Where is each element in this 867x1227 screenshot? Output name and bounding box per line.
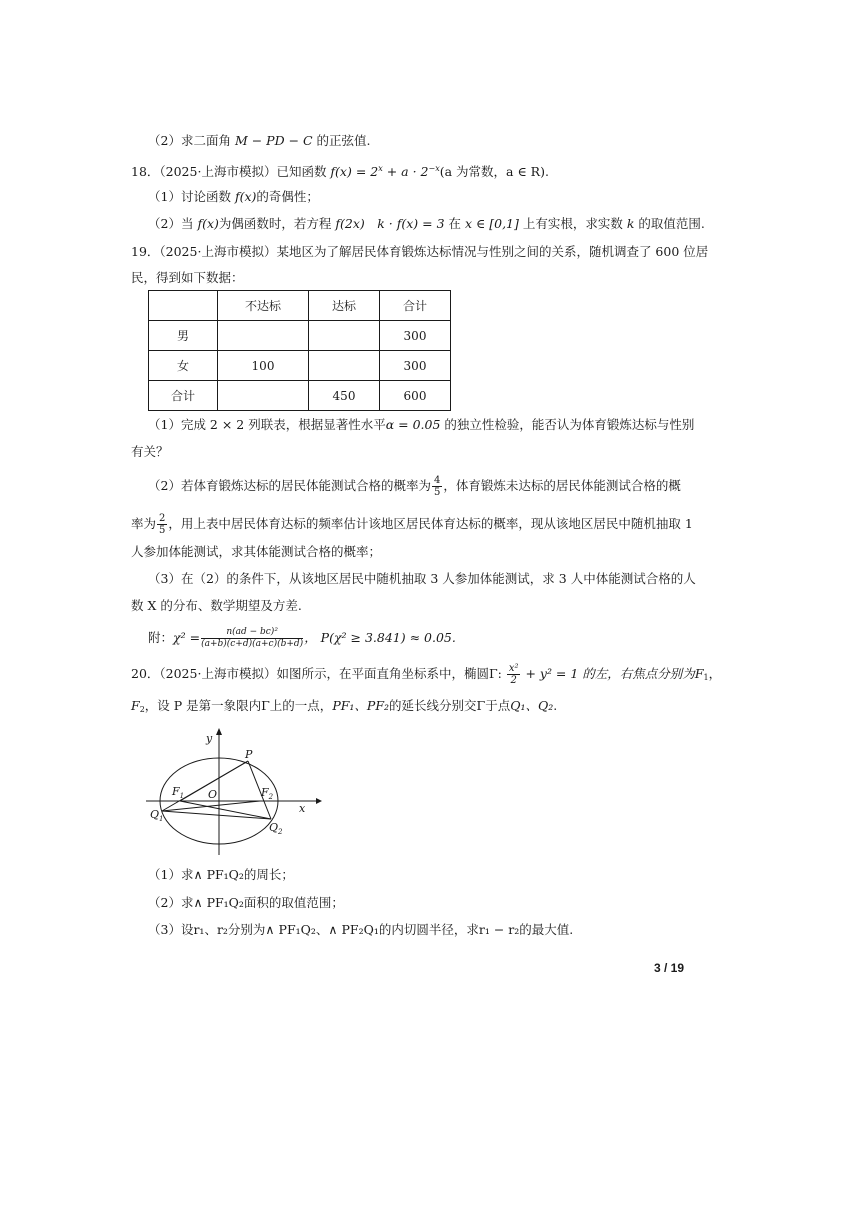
table-cell: 男 — [149, 321, 218, 351]
table-cell — [218, 381, 309, 411]
table-header-cell: 不达标 — [218, 291, 309, 321]
q19-part2-line3: 人参加体能测试，求其体能测试合格的概率； — [131, 544, 382, 559]
table-header-cell — [149, 291, 218, 321]
table-header-row — [149, 291, 451, 321]
table-cell: 300 — [380, 321, 451, 351]
ellipse-figure — [140, 725, 330, 860]
q18-stem: 18．（2025·上海市模拟）已知函数 $f(x) = 2^x + a \cdot 2^{-x}(a$ 为常数，a ∈ R). — [131, 164, 549, 179]
q17-part2: （2）求二面角 M − PD − C 的正弦值. — [148, 133, 371, 148]
q20-part2: （2）求∧ PF₁Q₂面积的取值范围； — [148, 895, 344, 910]
label-y: y — [206, 732, 213, 745]
q18-part2: （2）当 f(x)为偶函数时，若方程 f(2x) k · f(x) = 3 在 x ∈ [0,1] 上有实根，求实数 k 的取值范围. — [148, 216, 705, 231]
table-header-cell: 合计 — [380, 291, 451, 321]
x-axis-arrow-icon — [316, 798, 322, 804]
chi-square-formula: $\frac{\text{n(ad − bc)²}}{(a+b)(c+d)(a+c)(b+d)}$ — [201, 627, 304, 649]
q19-part1-line1: （1）完成 2 × 2 列联表，根据显著性水平α = 0.05 的独立性检验，能否认为体育锻炼达标与性别 — [148, 417, 695, 432]
q19-part2-line2: 率为 $\frac{2}{5}$ ，用上表中居民体育达标的频率估计该地区居民体育达标的概率，现从该地区居民中随机抽取 1 — [131, 513, 693, 536]
table-header-cell: 达标 — [309, 291, 380, 321]
table-cell: 合计 — [149, 381, 218, 411]
q18-part1: （1）讨论函数 f(x)的奇偶性； — [148, 189, 319, 204]
label-F2: $F_2$ — [261, 786, 274, 801]
y-axis-arrow-icon — [216, 728, 222, 735]
table-cell — [309, 321, 380, 351]
q19-part3-line1: （3）在（2）的条件下，从该地区居民中随机抽取 3 人参加体能测试，求 3 人中体能测试合格的人 — [148, 571, 696, 586]
label-P: P — [245, 748, 253, 761]
label-Q1: $Q_1$ — [150, 808, 164, 823]
table-cell — [309, 351, 380, 381]
table-cell: 450 — [309, 381, 380, 411]
q20-stem-line1: 20．（2025·上海市模拟）如图所示，在平面直角坐标系中，椭圆Γ: $\frac{\text{x²}}{2}$ + y² = 1 的左，右焦点分别为$F_1$， — [131, 663, 722, 686]
label-Q2: $Q_2$ — [269, 821, 283, 836]
table-row — [149, 351, 451, 381]
table-row — [149, 381, 451, 411]
fraction-2-5: $\frac{2}{5}$ — [159, 513, 166, 536]
q19-part3-line2: 数 X 的分布、数学期望及方差. — [131, 598, 302, 613]
label-O: O — [208, 788, 218, 801]
table-cell: 女 — [149, 351, 218, 381]
table-cell: 300 — [380, 351, 451, 381]
q19-stem-line1: 19．（2025·上海市模拟）某地区为了解居民体育锻炼达标情况与性别之间的关系，随机调查了 600 位居 — [131, 244, 709, 259]
page-number: 3 / 19 — [653, 961, 684, 975]
contingency-table — [148, 290, 451, 411]
table-row — [149, 321, 451, 351]
table-cell: 100 — [218, 351, 309, 381]
ellipse-fraction: $\frac{\text{x²}}{2}$ — [508, 663, 519, 686]
q19-stem-line2: 民，得到如下数据： — [131, 270, 244, 285]
q20-part1: （1）求∧ PF₁Q₂的周长； — [148, 867, 294, 882]
q19-part2-line1: （2）若体育锻炼达标的居民体能测试合格的概率为 $\frac{4}{5}$ ，体育锻炼未达标的居民体能测试合格的概 — [148, 475, 681, 498]
table-cell — [218, 321, 309, 351]
table-cell: 600 — [380, 381, 451, 411]
q20-stem-line2: $F_2$，设 P 是第一象限内Γ上的一点，PF₁、PF₂的延长线分别交Γ于点Q₁、Q₂. — [131, 698, 558, 714]
q20-part3: （3）设r₁、r₂分别为∧ PF₁Q₂、∧ PF₂Q₁的内切圆半径，求r₁ − r₂的最大值. — [148, 922, 574, 937]
label-F1: $F_1$ — [172, 785, 185, 800]
fraction-4-5: $\frac{4}{5}$ — [433, 475, 441, 498]
label-x: x — [299, 802, 306, 815]
q19-part1-line2: 有关？ — [131, 444, 169, 459]
q19-appendix: 附：χ² = $\frac{\text{n(ad − bc)²}}{(a+b)(c+d)(a+c)(b+d)}$ ， P(χ² ≥ 3.841) ≈ 0.05. — [148, 627, 456, 649]
